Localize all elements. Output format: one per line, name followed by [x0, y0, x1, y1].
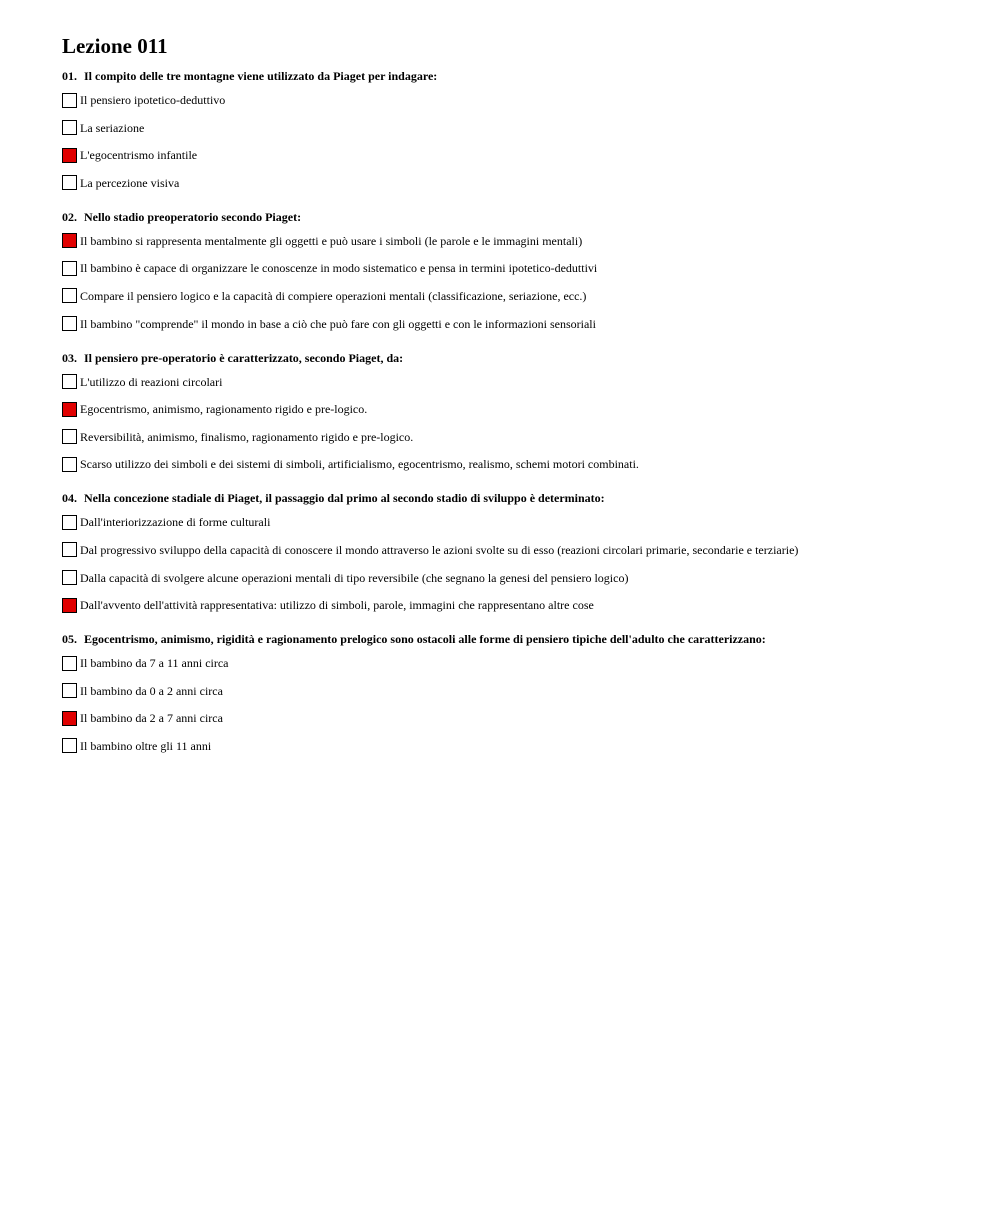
- lesson-title: Lezione 011: [62, 34, 168, 58]
- unchecked-checkbox[interactable]: [62, 683, 77, 698]
- unchecked-checkbox[interactable]: [62, 738, 77, 753]
- unchecked-checkbox[interactable]: [62, 175, 77, 190]
- answer-option[interactable]: [62, 542, 962, 558]
- answer-option-label: Scarso utilizzo dei simboli e dei sistemi di simboli, artificialismo, egocentrismo, realismo, schemi motori combinati.: [80, 457, 639, 472]
- answer-option[interactable]: [62, 597, 962, 613]
- answer-option-label: L'utilizzo di reazioni circolari: [80, 374, 223, 389]
- answer-option[interactable]: [62, 175, 962, 191]
- answer-option-label: Il bambino da 0 a 2 anni circa: [80, 683, 223, 698]
- answer-option[interactable]: [62, 233, 962, 249]
- question-text: Egocentrismo, animismo, rigidità e ragionamento prelogico sono ostacoli alle forme di pensiero tipiche dell'adulto che caratterizzano:: [84, 632, 766, 647]
- question-block: [62, 68, 962, 191]
- answer-option-label: Dall'avvento dell'attività rappresentativa: utilizzo di simboli, parole, immagini che rappresentano altre cose: [80, 598, 594, 613]
- answer-options: [62, 655, 962, 754]
- answer-option-label: Il bambino oltre gli 11 anni: [80, 738, 212, 753]
- answer-options: [62, 233, 962, 332]
- unchecked-checkbox[interactable]: [62, 515, 77, 530]
- question-number: 04.: [62, 491, 77, 506]
- question-heading: [62, 350, 962, 366]
- answer-option-label: Il bambino è capace di organizzare le conoscenze in modo sistematico e pensa in termini ipotetico-deduttivi: [80, 261, 598, 276]
- answer-option-label: Il bambino da 7 a 11 anni circa: [80, 656, 229, 671]
- question-text: Nello stadio preoperatorio secondo Piaget:: [84, 209, 302, 224]
- unchecked-checkbox[interactable]: [62, 374, 77, 389]
- question-text: Il pensiero pre-operatorio è caratterizzato, secondo Piaget, da:: [84, 350, 404, 365]
- answer-option-label: Il bambino da 2 a 7 anni circa: [80, 711, 223, 726]
- answer-option-label: Reversibilità, animismo, finalismo, ragionamento rigido e pre-logico.: [80, 429, 414, 444]
- question-number: 03.: [62, 350, 77, 365]
- question-list: [62, 68, 962, 754]
- question-number: 05.: [62, 632, 77, 647]
- unchecked-checkbox[interactable]: [62, 288, 77, 303]
- answer-option-label: La percezione visiva: [80, 175, 180, 190]
- question-heading: [62, 490, 962, 506]
- question-heading: [62, 68, 962, 84]
- answer-option-label: Dall'interiorizzazione di forme culturali: [80, 515, 271, 530]
- answer-option-label: Il bambino "comprende" il mondo in base a ciò che può fare con gli oggetti e con le informazioni sensoriali: [80, 316, 596, 331]
- answer-option[interactable]: [62, 514, 962, 530]
- answer-option-label: Il bambino si rappresenta mentalmente gli oggetti e può usare i simboli (le parole e le immagini mentali): [80, 233, 583, 248]
- answer-options: [62, 92, 962, 191]
- answer-option[interactable]: [62, 738, 962, 754]
- answer-option[interactable]: [62, 147, 962, 163]
- answer-option-label: La seriazione: [80, 120, 145, 135]
- unchecked-checkbox[interactable]: [62, 542, 77, 557]
- answer-option[interactable]: [62, 316, 962, 332]
- answer-option-label: Compare il pensiero logico e la capacità di compiere operazioni mentali (classificazione, seriazione, ecc.): [80, 288, 587, 303]
- answer-option[interactable]: [62, 288, 962, 304]
- unchecked-checkbox[interactable]: [62, 261, 77, 276]
- answer-option[interactable]: [62, 683, 962, 699]
- quiz-page: [62, 33, 962, 772]
- question-text: Il compito delle tre montagne viene utilizzato da Piaget per indagare:: [84, 69, 438, 83]
- question-block: [62, 490, 962, 613]
- answer-option[interactable]: [62, 456, 962, 472]
- unchecked-checkbox[interactable]: [62, 120, 77, 135]
- answer-option[interactable]: [62, 374, 962, 390]
- question-number: 01.: [62, 69, 77, 83]
- checked-checkbox[interactable]: [62, 711, 77, 726]
- answer-options: [62, 514, 962, 613]
- checked-checkbox[interactable]: [62, 148, 77, 163]
- unchecked-checkbox[interactable]: [62, 457, 77, 472]
- answer-option[interactable]: [62, 401, 962, 417]
- unchecked-checkbox[interactable]: [62, 316, 77, 331]
- answer-option-label: Dalla capacità di svolgere alcune operazioni mentali di tipo reversibile (che segnano la genesi del pensiero logico): [80, 570, 629, 585]
- checked-checkbox[interactable]: [62, 598, 77, 613]
- answer-option[interactable]: [62, 260, 962, 276]
- question-block: [62, 631, 962, 754]
- checked-checkbox[interactable]: [62, 233, 77, 248]
- answer-options: [62, 374, 962, 473]
- unchecked-checkbox[interactable]: [62, 429, 77, 444]
- question-block: [62, 209, 962, 332]
- answer-option-label: L'egocentrismo infantile: [80, 148, 198, 163]
- answer-option[interactable]: [62, 120, 962, 136]
- question-heading: [62, 209, 962, 225]
- checked-checkbox[interactable]: [62, 402, 77, 417]
- answer-option[interactable]: [62, 655, 962, 671]
- question-text: Nella concezione stadiale di Piaget, il passaggio dal primo al secondo stadio di sviluppo è determinato:: [84, 491, 605, 506]
- question-number: 02.: [62, 209, 77, 224]
- answer-option[interactable]: [62, 429, 962, 445]
- answer-option[interactable]: [62, 570, 962, 586]
- answer-option[interactable]: [62, 710, 962, 726]
- unchecked-checkbox[interactable]: [62, 656, 77, 671]
- unchecked-checkbox[interactable]: [62, 93, 77, 108]
- unchecked-checkbox[interactable]: [62, 570, 77, 585]
- question-block: [62, 350, 962, 473]
- question-heading: [62, 631, 962, 647]
- answer-option-label: Egocentrismo, animismo, ragionamento rigido e pre-logico.: [80, 402, 368, 417]
- answer-option-label: Il pensiero ipotetico-deduttivo: [80, 93, 226, 107]
- answer-option[interactable]: [62, 92, 962, 108]
- answer-option-label: Dal progressivo sviluppo della capacità di conoscere il mondo attraverso le azioni svolte su di esso (reazioni circolari primarie, secondarie e terziarie): [80, 542, 799, 557]
